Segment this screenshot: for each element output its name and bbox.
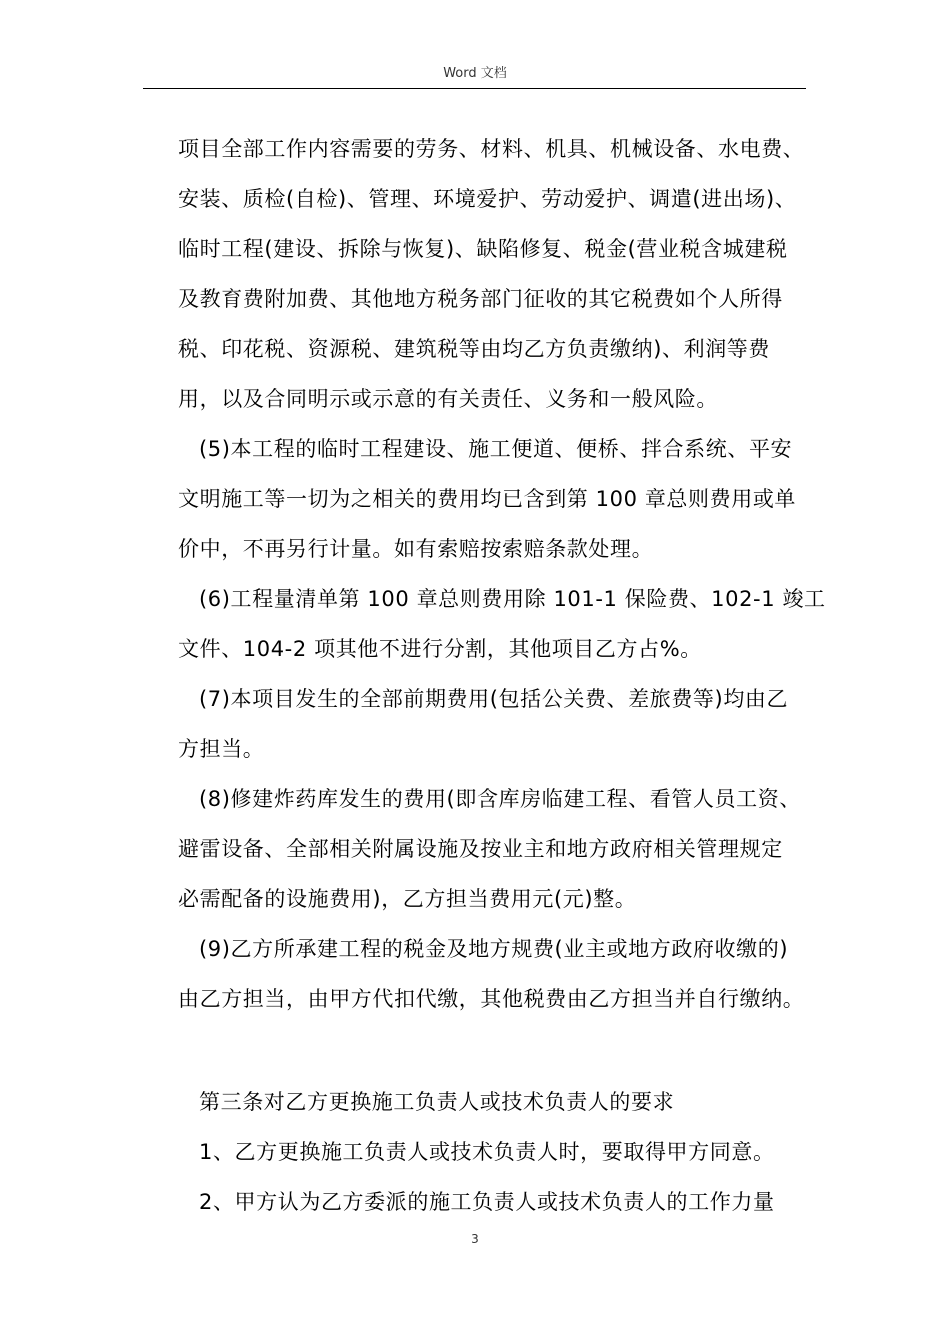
paragraph-line: 安装、质检(自检)、管理、环境爱护、劳动爱护、调遣(进出场)、 [178, 187, 797, 211]
paragraph-line: 1、乙方更换施工负责人或技术负责人时，要取得甲方同意。 [199, 1140, 775, 1164]
paragraph-line: 2、甲方认为乙方委派的施工负责人或技术负责人的工作力量 [199, 1190, 775, 1214]
paragraph-line: 及教育费附加费、其他地方税务部门征收的其它税费如个人所得 [178, 287, 783, 311]
paragraph-line: 文件、104-2 项其他不进行分割，其他项目乙方占%。 [178, 637, 702, 661]
paragraph-line: 由乙方担当，由甲方代扣代缴，其他税费由乙方担当并自行缴纳。 [178, 987, 805, 1011]
paragraph-line: 用，以及合同明示或示意的有关责任、义务和一般风险。 [178, 387, 718, 411]
paragraph-line: 价中，不再另行计量。如有索赔按索赔条款处理。 [178, 537, 654, 561]
paragraph-line: 临时工程(建设、拆除与恢复)、缺陷修复、税金(营业税含城建税 [178, 237, 788, 261]
paragraph-line: (8)修建炸药库发生的费用(即含库房临建工程、看管人员工资、 [199, 787, 801, 811]
page-number: 3 [471, 1232, 479, 1246]
paragraph-line: (6)工程量清单第 100 章总则费用除 101-1 保险费、102-1 竣工 [199, 587, 826, 611]
document-header-title: Word 文档 [443, 66, 507, 81]
paragraph-line: 避雷设备、全部相关附属设施及按业主和地方政府相关管理规定 [178, 837, 783, 861]
paragraph-line: 税、印花税、资源税、建筑税等由均乙方负责缴纳)、利润等费 [178, 337, 770, 361]
paragraph-line: 必需配备的设施费用)，乙方担当费用元(元)整。 [178, 887, 637, 911]
paragraph-line: 项目全部工作内容需要的劳务、材料、机具、机械设备、水电费、 [178, 137, 805, 161]
paragraph-line: 文明施工等一切为之相关的费用均已含到第 100 章总则费用或单 [178, 487, 797, 511]
paragraph-line: (5)本工程的临时工程建设、施工便道、便桥、拌合系统、平安 [199, 437, 793, 461]
paragraph-line: 方担当。 [178, 737, 265, 761]
paragraph-line: (9)乙方所承建工程的税金及地方规费(业主或地方政府收缴的) [199, 937, 789, 961]
paragraph-line: (7)本项目发生的全部前期费用(包括公关费、差旅费等)均由乙 [199, 687, 789, 711]
section-heading: 第三条对乙方更换施工负责人或技术负责人的要求 [199, 1090, 675, 1114]
header-divider [143, 88, 806, 89]
